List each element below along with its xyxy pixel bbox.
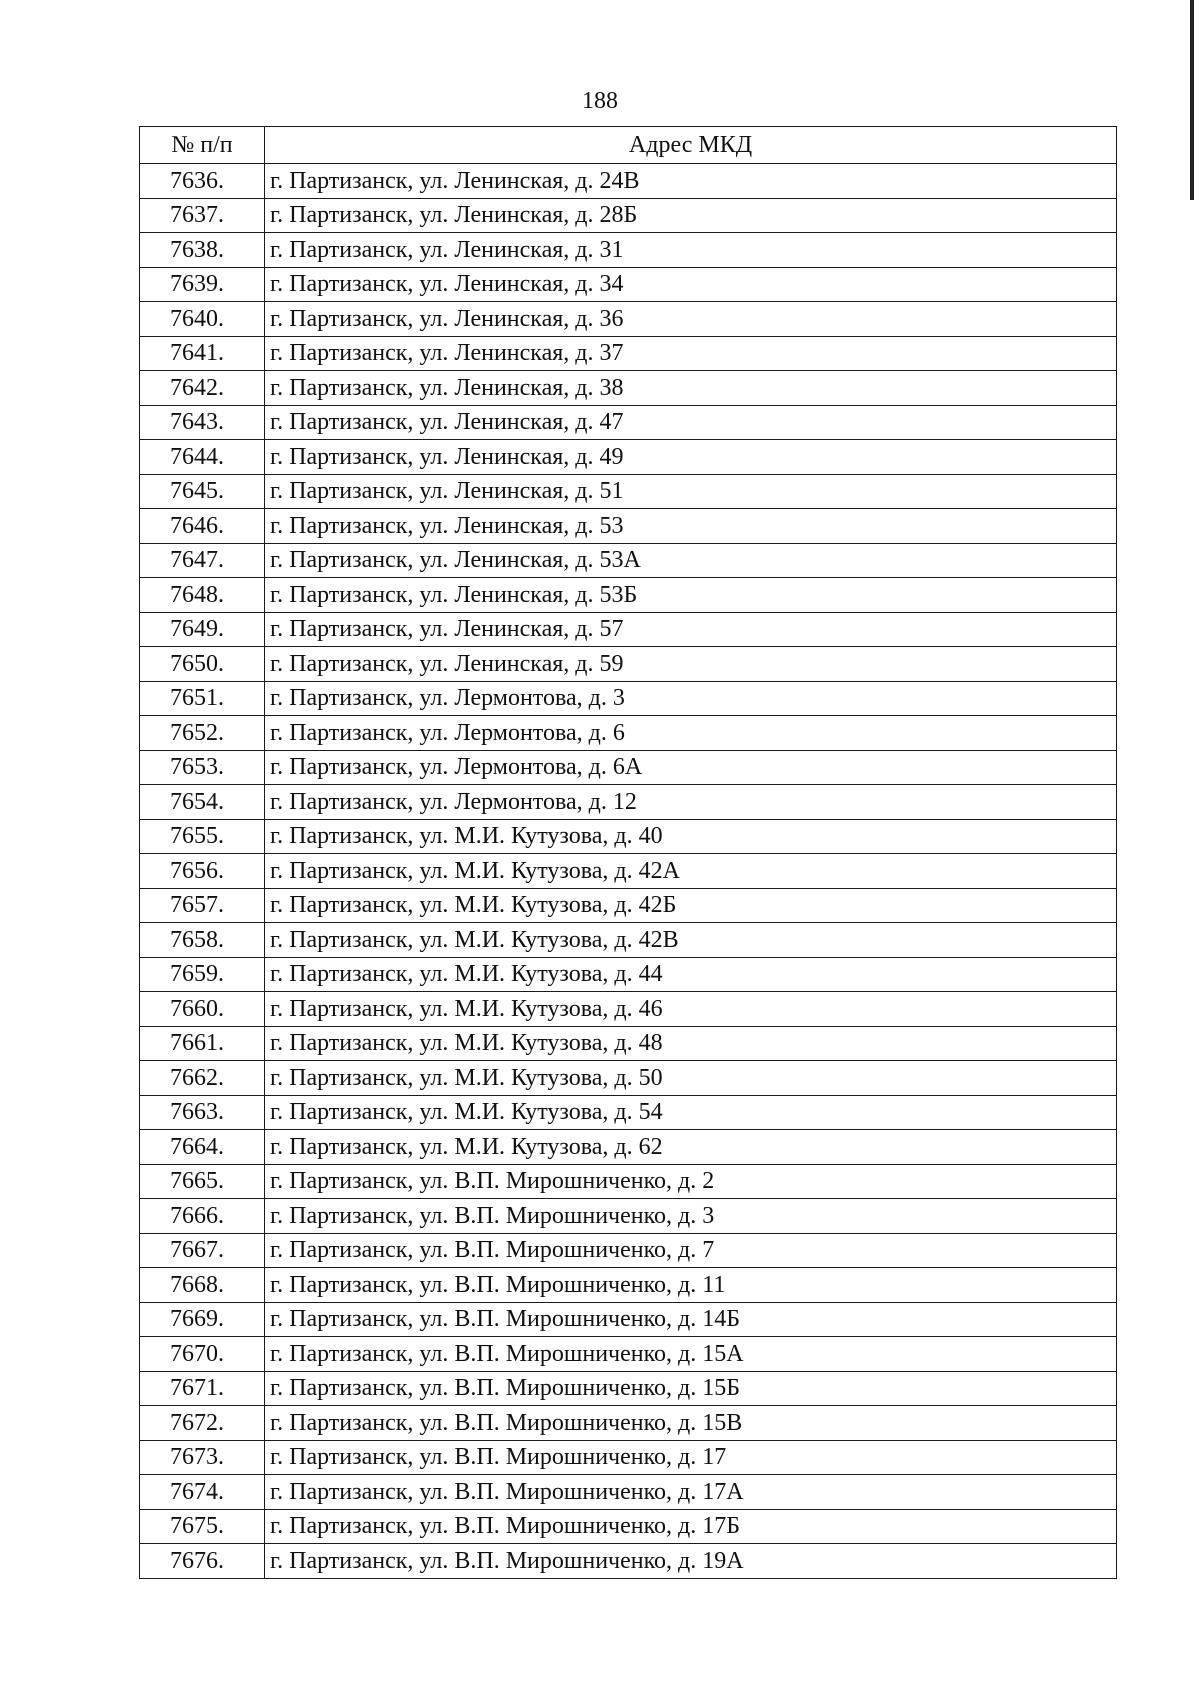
row-number: 7665. <box>140 1164 265 1199</box>
table-row <box>140 854 1117 889</box>
row-number: 7656. <box>140 854 265 889</box>
row-number: 7652. <box>140 716 265 751</box>
column-header-number: № п/п <box>140 127 265 164</box>
table-row <box>140 1440 1117 1475</box>
column-header-address: Адрес МКД <box>265 127 1117 164</box>
row-address: г. Партизанск, ул. Ленинская, д. 47 <box>265 405 1117 440</box>
table-row <box>140 1268 1117 1303</box>
row-address: г. Партизанск, ул. Ленинская, д. 49 <box>265 440 1117 475</box>
row-address: г. Партизанск, ул. В.П. Мирошниченко, д. 7 <box>265 1233 1117 1268</box>
row-address: г. Партизанск, ул. В.П. Мирошниченко, д. 2 <box>265 1164 1117 1199</box>
row-number: 7662. <box>140 1061 265 1096</box>
row-number: 7657. <box>140 888 265 923</box>
row-number: 7645. <box>140 474 265 509</box>
table-row <box>140 681 1117 716</box>
row-number: 7641. <box>140 336 265 371</box>
row-address: г. Партизанск, ул. В.П. Мирошниченко, д. 14Б <box>265 1302 1117 1337</box>
row-address: г. Партизанск, ул. Ленинская, д. 59 <box>265 647 1117 682</box>
row-address: г. Партизанск, ул. М.И. Кутузова, д. 46 <box>265 992 1117 1027</box>
table-row <box>140 612 1117 647</box>
row-address: г. Партизанск, ул. Ленинская, д. 28Б <box>265 198 1117 233</box>
row-number: 7671. <box>140 1371 265 1406</box>
address-table <box>139 126 1117 1579</box>
row-number: 7651. <box>140 681 265 716</box>
row-number: 7673. <box>140 1440 265 1475</box>
row-number: 7668. <box>140 1268 265 1303</box>
row-address: г. Партизанск, ул. М.И. Кутузова, д. 42Б <box>265 888 1117 923</box>
row-number: 7642. <box>140 371 265 406</box>
table-row <box>140 543 1117 578</box>
row-address: г. Партизанск, ул. М.И. Кутузова, д. 40 <box>265 819 1117 854</box>
table-row <box>140 1544 1117 1579</box>
row-address: г. Партизанск, ул. Лермонтова, д. 12 <box>265 785 1117 820</box>
row-address: г. Партизанск, ул. В.П. Мирошниченко, д. 3 <box>265 1199 1117 1234</box>
table-body <box>140 164 1117 1579</box>
row-address: г. Партизанск, ул. В.П. Мирошниченко, д. 17Б <box>265 1509 1117 1544</box>
row-address: г. Партизанск, ул. Ленинская, д. 53 <box>265 509 1117 544</box>
table-row <box>140 233 1117 268</box>
row-number: 7644. <box>140 440 265 475</box>
header-row <box>140 127 1117 164</box>
row-number: 7669. <box>140 1302 265 1337</box>
table-row <box>140 474 1117 509</box>
row-number: 7672. <box>140 1406 265 1441</box>
row-address: г. Партизанск, ул. М.И. Кутузова, д. 48 <box>265 1026 1117 1061</box>
table-row <box>140 957 1117 992</box>
row-number: 7643. <box>140 405 265 440</box>
table-header <box>140 127 1117 164</box>
row-address: г. Партизанск, ул. Ленинская, д. 31 <box>265 233 1117 268</box>
row-number: 7639. <box>140 267 265 302</box>
row-address: г. Партизанск, ул. В.П. Мирошниченко, д. 19А <box>265 1544 1117 1579</box>
table-row <box>140 750 1117 785</box>
table-row <box>140 1233 1117 1268</box>
table-row <box>140 440 1117 475</box>
table-row <box>140 888 1117 923</box>
row-number: 7666. <box>140 1199 265 1234</box>
row-number: 7638. <box>140 233 265 268</box>
row-number: 7675. <box>140 1509 265 1544</box>
row-address: г. Партизанск, ул. Лермонтова, д. 3 <box>265 681 1117 716</box>
table-row <box>140 647 1117 682</box>
row-number: 7636. <box>140 164 265 199</box>
table-row <box>140 1337 1117 1372</box>
row-number: 7670. <box>140 1337 265 1372</box>
row-address: г. Партизанск, ул. М.И. Кутузова, д. 44 <box>265 957 1117 992</box>
row-number: 7646. <box>140 509 265 544</box>
row-address: г. Партизанск, ул. Лермонтова, д. 6А <box>265 750 1117 785</box>
row-address: г. Партизанск, ул. Ленинская, д. 36 <box>265 302 1117 337</box>
row-address: г. Партизанск, ул. В.П. Мирошниченко, д. 15Б <box>265 1371 1117 1406</box>
row-address: г. Партизанск, ул. Ленинская, д. 24В <box>265 164 1117 199</box>
row-address: г. Партизанск, ул. М.И. Кутузова, д. 62 <box>265 1130 1117 1165</box>
table-row <box>140 267 1117 302</box>
table-row <box>140 1371 1117 1406</box>
row-address: г. Партизанск, ул. Ленинская, д. 38 <box>265 371 1117 406</box>
table-row <box>140 1061 1117 1096</box>
row-address: г. Партизанск, ул. Ленинская, д. 34 <box>265 267 1117 302</box>
row-number: 7640. <box>140 302 265 337</box>
row-address: г. Партизанск, ул. В.П. Мирошниченко, д. 15В <box>265 1406 1117 1441</box>
row-address: г. Партизанск, ул. Лермонтова, д. 6 <box>265 716 1117 751</box>
table-row <box>140 923 1117 958</box>
row-address: г. Партизанск, ул. М.И. Кутузова, д. 42А <box>265 854 1117 889</box>
row-number: 7650. <box>140 647 265 682</box>
table-row <box>140 785 1117 820</box>
row-address: г. Партизанск, ул. М.И. Кутузова, д. 42В <box>265 923 1117 958</box>
table-row <box>140 1164 1117 1199</box>
table-row <box>140 1095 1117 1130</box>
row-number: 7676. <box>140 1544 265 1579</box>
row-number: 7660. <box>140 992 265 1027</box>
table-row <box>140 1509 1117 1544</box>
table-row <box>140 198 1117 233</box>
table-row <box>140 405 1117 440</box>
row-number: 7674. <box>140 1475 265 1510</box>
row-address: г. Партизанск, ул. Ленинская, д. 51 <box>265 474 1117 509</box>
table-row <box>140 1026 1117 1061</box>
row-number: 7661. <box>140 1026 265 1061</box>
table-row <box>140 578 1117 613</box>
row-address: г. Партизанск, ул. В.П. Мирошниченко, д. 11 <box>265 1268 1117 1303</box>
table-row <box>140 371 1117 406</box>
table-row <box>140 716 1117 751</box>
page-number: 188 <box>582 88 618 114</box>
row-address: г. Партизанск, ул. В.П. Мирошниченко, д. 15А <box>265 1337 1117 1372</box>
row-address: г. Партизанск, ул. Ленинская, д. 53А <box>265 543 1117 578</box>
row-number: 7658. <box>140 923 265 958</box>
row-number: 7647. <box>140 543 265 578</box>
row-number: 7663. <box>140 1095 265 1130</box>
row-number: 7667. <box>140 1233 265 1268</box>
row-number: 7653. <box>140 750 265 785</box>
table-row <box>140 992 1117 1027</box>
row-number: 7659. <box>140 957 265 992</box>
table-row <box>140 1302 1117 1337</box>
row-address: г. Партизанск, ул. В.П. Мирошниченко, д. 17А <box>265 1475 1117 1510</box>
table-row <box>140 302 1117 337</box>
table-row <box>140 164 1117 199</box>
row-number: 7664. <box>140 1130 265 1165</box>
row-number: 7649. <box>140 612 265 647</box>
table-row <box>140 1475 1117 1510</box>
table-row <box>140 336 1117 371</box>
table-row <box>140 819 1117 854</box>
table-row <box>140 509 1117 544</box>
row-number: 7648. <box>140 578 265 613</box>
row-address: г. Партизанск, ул. Ленинская, д. 57 <box>265 612 1117 647</box>
table-row <box>140 1199 1117 1234</box>
row-number: 7637. <box>140 198 265 233</box>
table-row <box>140 1130 1117 1165</box>
row-number: 7654. <box>140 785 265 820</box>
row-address: г. Партизанск, ул. Ленинская, д. 37 <box>265 336 1117 371</box>
row-address: г. Партизанск, ул. М.И. Кутузова, д. 54 <box>265 1095 1117 1130</box>
row-address: г. Партизанск, ул. М.И. Кутузова, д. 50 <box>265 1061 1117 1096</box>
row-address: г. Партизанск, ул. В.П. Мирошниченко, д. 17 <box>265 1440 1117 1475</box>
table-row <box>140 1406 1117 1441</box>
row-address: г. Партизанск, ул. Ленинская, д. 53Б <box>265 578 1117 613</box>
row-number: 7655. <box>140 819 265 854</box>
